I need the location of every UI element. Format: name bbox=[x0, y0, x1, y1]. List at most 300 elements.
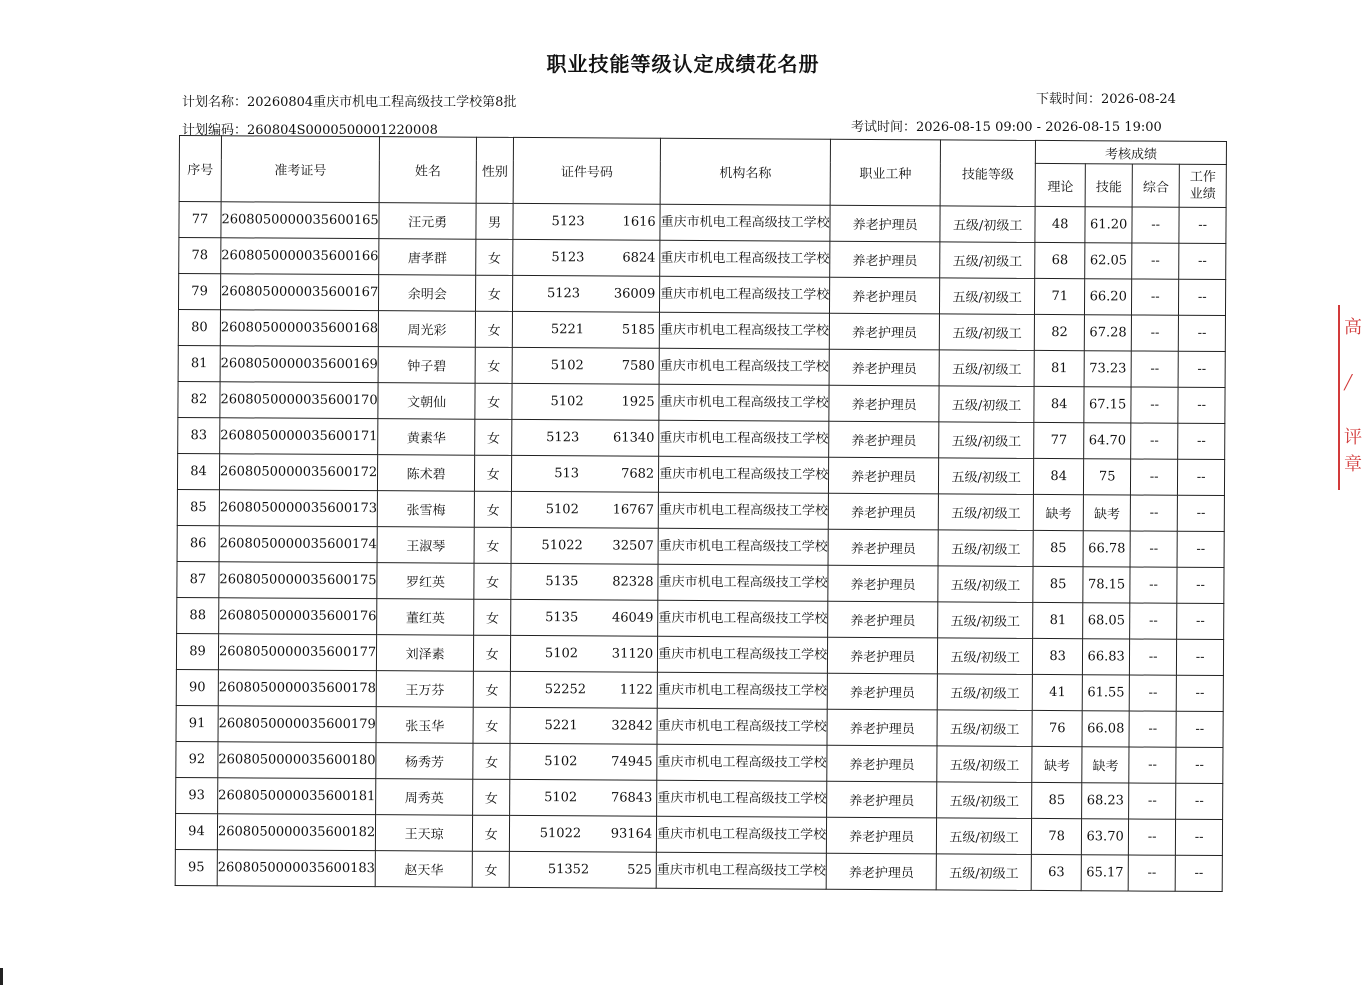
theory-cell: 缺考 bbox=[1032, 746, 1082, 782]
seq-cell: 79 bbox=[178, 274, 220, 310]
skill-cell: 62.05 bbox=[1085, 243, 1132, 279]
table-row bbox=[176, 633, 1223, 675]
skill-cell: 64.70 bbox=[1084, 423, 1131, 459]
ticket-cell: 2608050000035600175 bbox=[219, 562, 377, 599]
level-cell: 五级/初级工 bbox=[937, 818, 1032, 855]
id-number-cell bbox=[511, 491, 658, 528]
header-org: 机构名称 bbox=[660, 138, 830, 205]
job-cell: 养老护理员 bbox=[828, 493, 938, 530]
id-number-cell bbox=[510, 743, 657, 780]
org-cell: 重庆市机电工程高级技工学校 bbox=[657, 672, 827, 709]
org-cell: 重庆市机电工程高级技工学校 bbox=[658, 564, 828, 601]
org-cell: 重庆市机电工程高级技工学校 bbox=[656, 852, 826, 889]
official-seal-stamp: 高 ╱ 评 章 bbox=[1338, 305, 1366, 490]
page-title: 职业技能等级认定成绩花名册 bbox=[546, 52, 820, 76]
seq-cell: 95 bbox=[175, 849, 217, 885]
theory-cell: 85 bbox=[1033, 566, 1083, 602]
job-cell: 养老护理员 bbox=[827, 709, 937, 746]
name-cell: 黄素华 bbox=[378, 419, 475, 456]
id-number-head: 51022 bbox=[541, 538, 583, 554]
id-number-tail: 82328 bbox=[612, 574, 654, 590]
theory-cell: 77 bbox=[1034, 422, 1084, 458]
id-number-tail: 76843 bbox=[610, 790, 653, 806]
seq-cell: 84 bbox=[177, 453, 219, 489]
job-cell: 养老护理员 bbox=[830, 205, 940, 242]
table-row bbox=[179, 202, 1226, 244]
skill-cell: 66.20 bbox=[1085, 279, 1132, 315]
id-number-tail: 1616 bbox=[622, 214, 656, 230]
gender-cell: 女 bbox=[475, 311, 512, 347]
job-cell: 养老护理员 bbox=[827, 745, 937, 782]
seq-cell: 86 bbox=[177, 525, 219, 561]
id-number-head: 5123 bbox=[551, 250, 585, 266]
gender-cell: 女 bbox=[476, 275, 513, 311]
ticket-cell: 2608050000035600170 bbox=[220, 382, 378, 419]
theory-cell: 41 bbox=[1032, 674, 1082, 710]
gender-cell: 女 bbox=[473, 779, 510, 815]
id-number-cell bbox=[512, 455, 659, 492]
download-time: 下载时间：2026-08-24 bbox=[1036, 92, 1176, 107]
header-overall: 综合 bbox=[1132, 164, 1179, 207]
table-row bbox=[176, 741, 1223, 783]
theory-cell: 76 bbox=[1032, 710, 1082, 746]
skill-cell: 67.28 bbox=[1084, 315, 1131, 351]
id-number-head: 5135 bbox=[545, 610, 579, 626]
seq-cell: 78 bbox=[179, 238, 221, 274]
theory-cell: 78 bbox=[1032, 818, 1082, 854]
job-cell: 养老护理员 bbox=[828, 529, 938, 566]
theory-cell: 缺考 bbox=[1033, 494, 1083, 530]
ticket-cell: 2608050000035600176 bbox=[219, 598, 377, 635]
id-number-head: 5102 bbox=[544, 790, 578, 806]
level-cell: 五级/初级工 bbox=[940, 242, 1035, 279]
name-cell: 陈术碧 bbox=[378, 455, 475, 492]
gender-cell: 女 bbox=[475, 455, 512, 491]
job-cell: 养老护理员 bbox=[829, 349, 939, 386]
id-number-cell bbox=[513, 275, 660, 312]
org-cell: 重庆市机电工程高级技工学校 bbox=[658, 492, 828, 529]
ticket-cell: 2608050000035600173 bbox=[219, 490, 377, 527]
name-cell: 刘泽素 bbox=[377, 635, 474, 672]
ticket-cell: 2608050000035600172 bbox=[219, 454, 377, 491]
score-roster-table bbox=[175, 135, 1227, 892]
name-cell: 钟子碧 bbox=[378, 347, 475, 384]
gender-cell: 女 bbox=[474, 491, 511, 527]
skill-cell: 63.70 bbox=[1082, 819, 1129, 855]
work-cell: -- bbox=[1176, 819, 1223, 855]
theory-cell: 82 bbox=[1034, 314, 1084, 350]
table-row bbox=[177, 489, 1224, 531]
overall-cell: -- bbox=[1131, 423, 1178, 459]
table-row bbox=[177, 525, 1224, 567]
table-row bbox=[179, 238, 1226, 280]
plan-code: 计划编码：260804S0000500001220008 bbox=[182, 123, 438, 138]
level-cell: 五级/初级工 bbox=[939, 350, 1034, 387]
level-cell: 五级/初级工 bbox=[937, 746, 1032, 783]
work-cell: -- bbox=[1177, 495, 1224, 531]
theory-cell: 48 bbox=[1035, 206, 1085, 242]
id-number-tail: 61340 bbox=[613, 430, 655, 446]
name-cell: 赵天华 bbox=[375, 851, 472, 888]
overall-cell: -- bbox=[1128, 855, 1175, 891]
overall-cell: -- bbox=[1129, 711, 1176, 747]
seq-cell: 81 bbox=[178, 345, 220, 381]
work-cell: -- bbox=[1178, 459, 1225, 495]
work-cell: -- bbox=[1177, 567, 1224, 603]
name-cell: 周光彩 bbox=[378, 311, 475, 348]
work-cell: -- bbox=[1178, 387, 1225, 423]
org-cell: 重庆市机电工程高级技工学校 bbox=[657, 816, 827, 853]
table-row bbox=[176, 777, 1223, 819]
org-cell: 重庆市机电工程高级技工学校 bbox=[659, 348, 829, 385]
job-cell: 养老护理员 bbox=[829, 385, 939, 422]
skill-cell: 66.08 bbox=[1082, 711, 1129, 747]
id-number-cell bbox=[510, 779, 657, 816]
overall-cell: -- bbox=[1130, 531, 1177, 567]
id-number-tail: 1925 bbox=[621, 394, 655, 410]
table-row bbox=[178, 417, 1225, 459]
job-cell: 养老护理员 bbox=[827, 817, 937, 854]
ticket-cell: 2608050000035600179 bbox=[218, 706, 376, 743]
work-cell: -- bbox=[1177, 603, 1224, 639]
seq-cell: 89 bbox=[176, 633, 218, 669]
id-number-cell bbox=[512, 347, 659, 384]
org-cell: 重庆市机电工程高级技工学校 bbox=[660, 204, 830, 241]
name-cell: 文朝仙 bbox=[378, 383, 475, 420]
id-number-tail: 36009 bbox=[613, 286, 656, 302]
name-cell: 罗红英 bbox=[377, 563, 474, 600]
overall-cell: -- bbox=[1130, 495, 1177, 531]
org-cell: 重庆市机电工程高级技工学校 bbox=[657, 744, 827, 781]
level-cell: 五级/初级工 bbox=[939, 314, 1034, 351]
seq-cell: 82 bbox=[178, 381, 220, 417]
id-number-head: 51352 bbox=[547, 862, 590, 878]
header-seq: 序号 bbox=[179, 136, 221, 202]
name-cell: 汪元勇 bbox=[379, 203, 476, 240]
seq-cell: 88 bbox=[177, 597, 219, 633]
seq-cell: 87 bbox=[177, 561, 219, 597]
work-cell: -- bbox=[1179, 279, 1226, 315]
level-cell: 五级/初级工 bbox=[939, 422, 1034, 459]
job-cell: 养老护理员 bbox=[826, 853, 936, 890]
header-gender: 性别 bbox=[476, 137, 513, 203]
overall-cell: -- bbox=[1130, 603, 1177, 639]
overall-cell: -- bbox=[1130, 639, 1177, 675]
org-cell: 重庆市机电工程高级技工学校 bbox=[660, 276, 830, 313]
id-number-cell bbox=[510, 815, 657, 852]
header-name: 姓名 bbox=[379, 137, 476, 204]
ticket-cell: 2608050000035600168 bbox=[220, 310, 378, 347]
gender-cell: 女 bbox=[473, 671, 510, 707]
theory-cell: 84 bbox=[1034, 386, 1084, 422]
id-number-tail: 6824 bbox=[622, 250, 656, 266]
theory-cell: 85 bbox=[1033, 530, 1083, 566]
id-number-cell bbox=[513, 239, 660, 276]
work-cell: -- bbox=[1178, 423, 1225, 459]
ticket-cell: 2608050000035600183 bbox=[217, 850, 375, 887]
header-level: 技能等级 bbox=[940, 140, 1035, 207]
level-cell: 五级/初级工 bbox=[938, 530, 1033, 567]
gender-cell: 女 bbox=[474, 527, 511, 563]
overall-cell: -- bbox=[1131, 351, 1178, 387]
gender-cell: 女 bbox=[474, 563, 511, 599]
level-cell: 五级/初级工 bbox=[940, 206, 1035, 243]
skill-cell: 缺考 bbox=[1083, 495, 1130, 531]
gender-cell: 女 bbox=[473, 707, 510, 743]
table-row bbox=[178, 274, 1225, 316]
skill-cell: 61.55 bbox=[1082, 675, 1129, 711]
id-number-tail: 31120 bbox=[611, 646, 654, 662]
table-row bbox=[175, 849, 1222, 891]
seq-cell: 90 bbox=[176, 669, 218, 705]
id-number-tail: 525 bbox=[627, 862, 652, 878]
scan-edge-mark bbox=[0, 968, 3, 985]
plan-name: 计划名称：20260804重庆市机电工程高级技工学校第8批 bbox=[182, 95, 517, 110]
name-cell: 董红英 bbox=[377, 599, 474, 636]
skill-cell: 缺考 bbox=[1082, 747, 1129, 783]
id-number-head: 5102 bbox=[550, 394, 584, 410]
id-number-head: 5123 bbox=[546, 286, 581, 302]
id-number-tail: 7682 bbox=[621, 466, 655, 482]
table-row bbox=[178, 381, 1225, 423]
table-row bbox=[178, 310, 1225, 352]
id-number-cell bbox=[511, 635, 658, 672]
id-number-cell bbox=[511, 563, 658, 600]
skill-cell: 65.17 bbox=[1081, 855, 1128, 891]
overall-cell: -- bbox=[1129, 747, 1176, 783]
id-number-tail: 1122 bbox=[619, 682, 654, 698]
table-row bbox=[177, 561, 1224, 603]
ticket-cell: 2608050000035600177 bbox=[218, 634, 376, 671]
overall-cell: -- bbox=[1129, 783, 1176, 819]
gender-cell: 女 bbox=[476, 239, 513, 275]
seq-cell: 94 bbox=[175, 813, 217, 849]
id-number-cell bbox=[512, 419, 659, 456]
level-cell: 五级/初级工 bbox=[937, 782, 1032, 819]
seq-cell: 92 bbox=[176, 741, 218, 777]
header-work: 工作业绩 bbox=[1179, 164, 1226, 207]
id-number-cell bbox=[512, 311, 659, 348]
gender-cell: 女 bbox=[473, 743, 510, 779]
gender-cell: 女 bbox=[475, 383, 512, 419]
table-row bbox=[176, 669, 1223, 711]
ticket-cell: 2608050000035600174 bbox=[219, 526, 377, 563]
gender-cell: 女 bbox=[474, 599, 511, 635]
ticket-cell: 2608050000035600180 bbox=[218, 742, 376, 779]
name-cell: 王万芬 bbox=[376, 671, 473, 708]
work-cell: -- bbox=[1176, 747, 1223, 783]
ticket-cell: 2608050000035600165 bbox=[221, 202, 379, 239]
id-number-head: 5102 bbox=[544, 646, 579, 662]
overall-cell: -- bbox=[1132, 207, 1179, 243]
level-cell: 五级/初级工 bbox=[938, 602, 1033, 639]
level-cell: 五级/初级工 bbox=[938, 638, 1033, 675]
org-cell: 重庆市机电工程高级技工学校 bbox=[659, 384, 829, 421]
skill-cell: 73.23 bbox=[1084, 351, 1131, 387]
gender-cell: 女 bbox=[473, 815, 510, 851]
header-job: 职业工种 bbox=[830, 139, 940, 206]
theory-cell: 68 bbox=[1035, 242, 1085, 278]
id-number-cell bbox=[511, 527, 658, 564]
skill-cell: 67.15 bbox=[1084, 387, 1131, 423]
overall-cell: -- bbox=[1130, 567, 1177, 603]
seq-cell: 85 bbox=[177, 489, 219, 525]
table-row bbox=[177, 453, 1224, 495]
id-number-head: 5102 bbox=[545, 502, 579, 518]
table-row bbox=[178, 345, 1225, 387]
skill-cell: 61.20 bbox=[1085, 207, 1132, 243]
job-cell: 养老护理员 bbox=[828, 637, 938, 674]
job-cell: 养老护理员 bbox=[828, 565, 938, 602]
table-row bbox=[177, 597, 1224, 639]
exam-time: 考试时间：2026-08-15 09:00 - 2026-08-15 19:00 bbox=[851, 120, 1162, 135]
id-number-tail: 16767 bbox=[612, 502, 655, 518]
gender-cell: 男 bbox=[476, 203, 513, 239]
job-cell: 养老护理员 bbox=[829, 313, 939, 350]
work-cell: -- bbox=[1175, 855, 1222, 891]
id-number-head: 5221 bbox=[550, 322, 585, 338]
overall-cell: -- bbox=[1132, 243, 1179, 279]
id-number-head: 5221 bbox=[544, 718, 578, 734]
id-number-head: 5102 bbox=[544, 754, 578, 770]
name-cell: 张玉华 bbox=[376, 707, 473, 744]
gender-cell: 女 bbox=[472, 851, 509, 887]
org-cell: 重庆市机电工程高级技工学校 bbox=[660, 240, 830, 277]
gender-cell: 女 bbox=[474, 635, 511, 671]
theory-cell: 81 bbox=[1033, 602, 1083, 638]
overall-cell: -- bbox=[1131, 459, 1178, 495]
id-number-head: 5123 bbox=[546, 430, 580, 446]
name-cell: 余明会 bbox=[379, 275, 476, 312]
work-cell: -- bbox=[1179, 207, 1226, 243]
id-number-tail: 7580 bbox=[621, 358, 655, 374]
org-cell: 重庆市机电工程高级技工学校 bbox=[659, 420, 829, 457]
level-cell: 五级/初级工 bbox=[938, 566, 1033, 603]
id-number-cell bbox=[510, 671, 657, 708]
level-cell: 五级/初级工 bbox=[936, 854, 1031, 891]
job-cell: 养老护理员 bbox=[830, 241, 940, 278]
ticket-cell: 2608050000035600167 bbox=[220, 274, 378, 311]
org-cell: 重庆市机电工程高级技工学校 bbox=[659, 456, 829, 493]
ticket-cell: 2608050000035600181 bbox=[218, 778, 376, 815]
id-number-tail: 74945 bbox=[611, 754, 653, 770]
name-cell: 王天琼 bbox=[376, 815, 473, 852]
id-number-cell bbox=[513, 203, 660, 240]
id-number-head: 52252 bbox=[544, 682, 587, 698]
seq-cell: 80 bbox=[178, 310, 220, 346]
overall-cell: -- bbox=[1131, 315, 1178, 351]
job-cell: 养老护理员 bbox=[827, 781, 937, 818]
id-number-head: 5123 bbox=[551, 214, 585, 230]
level-cell: 五级/初级工 bbox=[937, 710, 1032, 747]
id-number-cell bbox=[509, 851, 656, 888]
org-cell: 重庆市机电工程高级技工学校 bbox=[658, 528, 828, 565]
skill-cell: 66.78 bbox=[1083, 531, 1130, 567]
skill-cell: 68.23 bbox=[1082, 783, 1129, 819]
table-body bbox=[175, 202, 1226, 892]
skill-cell: 66.83 bbox=[1083, 639, 1130, 675]
header-cert: 证件号码 bbox=[513, 137, 660, 204]
id-number-head: 5135 bbox=[545, 574, 579, 590]
theory-cell: 83 bbox=[1033, 638, 1083, 674]
skill-cell: 75 bbox=[1084, 459, 1131, 495]
name-cell: 唐孝群 bbox=[379, 239, 476, 276]
work-cell: -- bbox=[1178, 351, 1225, 387]
theory-cell: 81 bbox=[1034, 350, 1084, 386]
org-cell: 重庆市机电工程高级技工学校 bbox=[657, 708, 827, 745]
overall-cell: -- bbox=[1129, 819, 1176, 855]
work-cell: -- bbox=[1176, 783, 1223, 819]
seq-cell: 77 bbox=[179, 202, 221, 238]
id-number-tail: 46049 bbox=[611, 610, 654, 626]
level-cell: 五级/初级工 bbox=[939, 458, 1034, 495]
skill-cell: 68.05 bbox=[1083, 603, 1130, 639]
ticket-cell: 2608050000035600169 bbox=[220, 346, 378, 383]
header-ticket: 准考证号 bbox=[221, 136, 380, 203]
work-cell: -- bbox=[1176, 711, 1223, 747]
seq-cell: 83 bbox=[178, 417, 220, 453]
work-cell: -- bbox=[1178, 315, 1225, 351]
overall-cell: -- bbox=[1132, 279, 1179, 315]
job-cell: 养老护理员 bbox=[829, 421, 939, 458]
seq-cell: 91 bbox=[176, 705, 218, 741]
overall-cell: -- bbox=[1129, 675, 1176, 711]
table-row bbox=[175, 813, 1222, 855]
header-theory: 理论 bbox=[1035, 163, 1085, 206]
org-cell: 重庆市机电工程高级技工学校 bbox=[659, 312, 829, 349]
theory-cell: 84 bbox=[1034, 458, 1084, 494]
job-cell: 养老护理员 bbox=[828, 601, 938, 638]
org-cell: 重庆市机电工程高级技工学校 bbox=[658, 600, 828, 637]
name-cell: 王淑琴 bbox=[377, 527, 474, 564]
work-cell: -- bbox=[1177, 639, 1224, 675]
id-number-head: 51022 bbox=[539, 826, 582, 842]
id-number-tail: 32842 bbox=[611, 718, 653, 734]
header-skill: 技能 bbox=[1085, 164, 1132, 207]
header-score-group: 考核成绩 bbox=[1036, 140, 1227, 164]
skill-cell: 78.15 bbox=[1083, 567, 1130, 603]
id-number-cell bbox=[510, 707, 657, 744]
id-number-head: 513 bbox=[554, 466, 580, 482]
gender-cell: 女 bbox=[475, 419, 512, 455]
theory-cell: 85 bbox=[1032, 782, 1082, 818]
work-cell: -- bbox=[1179, 243, 1226, 279]
name-cell: 张雪梅 bbox=[377, 491, 474, 528]
table-row bbox=[176, 705, 1223, 747]
id-number-head: 5102 bbox=[550, 358, 584, 374]
id-number-tail: 93164 bbox=[610, 826, 653, 842]
level-cell: 五级/初级工 bbox=[937, 674, 1032, 711]
job-cell: 养老护理员 bbox=[827, 673, 937, 710]
job-cell: 养老护理员 bbox=[830, 277, 940, 314]
theory-cell: 63 bbox=[1031, 854, 1081, 890]
work-cell: -- bbox=[1176, 675, 1223, 711]
org-cell: 重庆市机电工程高级技工学校 bbox=[657, 780, 827, 817]
name-cell: 周秀英 bbox=[376, 779, 473, 816]
id-number-tail: 32507 bbox=[612, 538, 654, 554]
level-cell: 五级/初级工 bbox=[940, 278, 1035, 315]
ticket-cell: 2608050000035600182 bbox=[217, 814, 375, 851]
ticket-cell: 2608050000035600166 bbox=[221, 238, 379, 275]
work-cell: -- bbox=[1177, 531, 1224, 567]
org-cell: 重庆市机电工程高级技工学校 bbox=[658, 636, 828, 673]
level-cell: 五级/初级工 bbox=[938, 494, 1033, 531]
id-number-cell bbox=[511, 599, 658, 636]
overall-cell: -- bbox=[1131, 387, 1178, 423]
ticket-cell: 2608050000035600171 bbox=[220, 418, 378, 455]
ticket-cell: 2608050000035600178 bbox=[218, 670, 376, 707]
job-cell: 养老护理员 bbox=[829, 457, 939, 494]
